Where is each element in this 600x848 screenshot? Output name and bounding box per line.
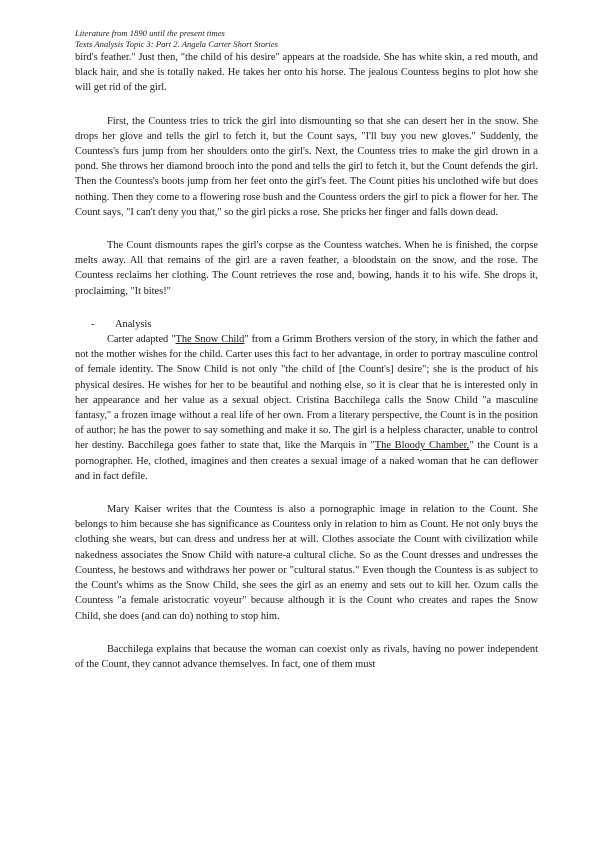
header-topic-title: Texts Analysis Topic 3: Part 2. Angela Carter Short Stories xyxy=(75,39,278,49)
paragraph-3: The Count dismounts rapes the girl's corpse as the Countess watches. When he is finished, the corpse melts away. All that remains of the girl are a raven feather, a bloodstain on the snow, and the rose. The Countess reclaims her clothing. The Count retrieves the rose and, bowing, hands it to his wife. She drops it, proclaiming, "It bites!" xyxy=(75,240,538,297)
list-bullet: - xyxy=(91,318,95,330)
snow-child-link[interactable]: The Snow Child xyxy=(175,334,245,346)
paragraph-2: First, the Countess tries to trick the girl into dismounting so that she can desert her in the snow. She drops her glove and tells the girl to fetch it, but the Count says, "I'll buy you new gloves." Suddenly, the Countess's furs jump from her shoulders onto the girl's. Next, the Countess tries to make the girl drown in a pond. She throws her diamond brooch into the pond and tells the girl to fetch it, but the Count defends the girl. Then the Countess's boots jump from her feet onto the girl's feet. The Count pities his unclothed wife but does nothing. Then they come to a flowering rose bush and the Countess orders the girl to pick a flower for her. The Count says, "I can't deny you that," so the girl picks a rose. She pricks her finger and falls down dead. xyxy=(75,115,538,218)
paragraph-4-text-a: Carter adapted " xyxy=(107,334,176,346)
paragraph-1: bird's feather." Just then, "the child of his desire" appears at the roadside. She has white skin, a red mouth, and black hair, and she is totally naked. He takes her onto his horse. The jealous Countess begins to plot how she will get rid of the girl. xyxy=(75,52,538,94)
paragraph-6: Bacchilega explains that because the woman can coexist only as rivals, having no power independent of the Count, they cannot advance themselves. In fact, one of them must xyxy=(75,643,538,670)
bloody-chamber-link[interactable]: The Bloody Chamber, xyxy=(374,440,470,452)
paragraph-4 xyxy=(75,332,538,484)
paragraph-4-text-c: " the Count is a pornographer. He, clothed, imagines and then creates a sexual image of a naked woman that he can deflower and in fact defile. xyxy=(75,440,539,482)
analysis-heading-label: Analysis xyxy=(115,318,152,330)
paragraph-4-text-b: " from a Grimm Brothers version of the story, in which the father and not the mother wishes for the child. Carter uses this fact to her advantage, in order to portray masculine control of female identity. The Snow Child is not only "the child of [the Count's] desire"; she is the product of his physical desires. He wishes for her to be beautiful and nothing else, so it is clear that he is interested only in her appearance and her value as a sexual object. Cristina Bacchilega calls the Snow Child "a masculine fantasy," a frozen image without a real life of her own. From a literary perspective, the Count is in the position of author; he has the power to say something and make it so. The girl is a helpless character, unable to control her destiny. Bacchilega goes father to state that, like the Marquis in " xyxy=(75,334,538,452)
header-course-title: Literature from 1890 until the present times xyxy=(75,28,225,38)
paragraph-5: Mary Kaiser writes that the Countess is also a pornographic image in relation to the Count. She belongs to him because she has significance as Countess only in relation to him as Count. He not only buys the clothing she wears, but can dress and undress her at will. Clothes associate the Count with civilization while nakedness associates the Snow Child with nature-a cultural cliche. So as the Count dresses and undresses the Countess, he bestows and withdraws her power or "cultural status." Even though the Countess is as subject to the Count's whims as the Snow Child, she sees the girl as an enemy and sets out to kill her. Ozum calls the Countess "a female aristocratic voyeur" because although it is the Count who creates and rapes the Snow Child, she does (and can do) nothing to stop him. xyxy=(75,504,538,622)
running-header xyxy=(75,28,538,50)
analysis-heading xyxy=(75,317,538,332)
